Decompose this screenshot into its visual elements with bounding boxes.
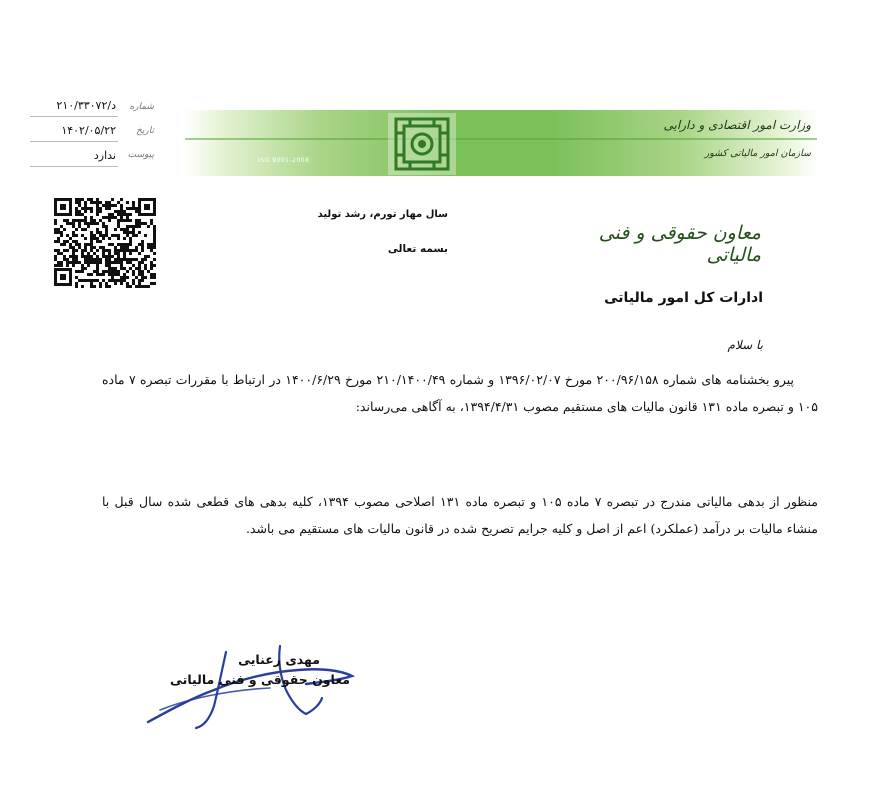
qr-code-icon <box>52 196 158 288</box>
attachment-label: پیوست <box>127 150 154 160</box>
attachment-value: ندارد <box>93 149 116 162</box>
body-paragraph-2: منظور از بدهی مالیاتی مندرج در تبصره ۷ ماده ۱۰۵ و تبصره ماده ۱۳۱ اصلاحی مصوب ۱۳۹۴، کلیه بدهی های قطعی شده سال قبل با منشاء مالیات بر درآمد (عملکرد) اعم از اصل و کلیه جرایم تصریح شده در قانون مالیات های مستقیم می باشد. <box>102 494 819 536</box>
signatory-name: مهدی رعنایی <box>238 652 320 667</box>
basmala-heading: بسمه تعالی <box>387 243 448 255</box>
letter-date: ۱۴۰۲/۰۵/۲۲ <box>61 124 116 137</box>
organization-name: سازمان امور مالیاتی کشور <box>704 148 811 159</box>
body-paragraph-1: پیرو بخشنامه های شماره ۲۰۰/۹۶/۱۵۸ مورخ ۱۳۹۶/۰۲/۰۷ و شماره ۲۱۰/۱۴۰۰/۴۹ مورخ ۱۴۰۰/۶/۲۹ در ارتباط با مقررات تبصره ۷ ماده ۱۰۵ و تبصره ماده ۱۳۱ قانون مالیات های مستقیم مصوب ۱۳۹۴/۴/۳۱، به آگاهی می‌رساند: <box>102 372 818 414</box>
letter-number: د/۲۱۰/۳۳۰۷۲ <box>56 99 116 112</box>
signatory-title: معاون حقوقی و فنی مالیاتی <box>170 672 350 687</box>
attachment-underline <box>30 166 118 167</box>
deputy-office-title: معاون حقوقی و فنی مالیاتی <box>598 222 761 266</box>
addressee: ادارات کل امور مالیاتی <box>604 290 763 306</box>
date-underline <box>30 141 118 142</box>
greeting: با سلام <box>727 338 763 352</box>
iso-certification-label: ISO 9001-2008 <box>258 157 310 164</box>
ministry-name: وزارت امور اقتصادی و دارایی <box>663 118 811 132</box>
tax-organization-emblem-icon <box>388 113 456 175</box>
date-label: تاریخ <box>136 126 154 136</box>
number-underline <box>30 116 118 117</box>
number-label: شماره <box>129 102 154 112</box>
letterhead-divider <box>185 138 817 140</box>
year-slogan: سال مهار تورم، رشد تولید <box>317 209 448 220</box>
